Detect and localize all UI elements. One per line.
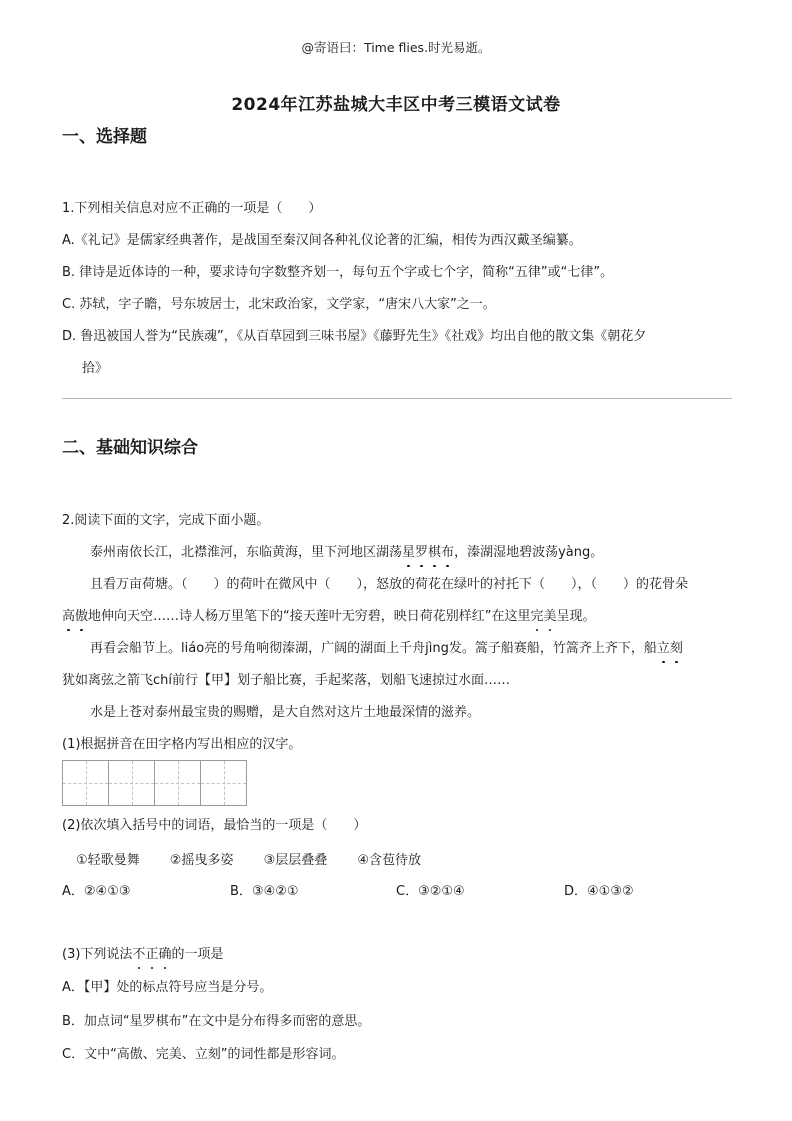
word-choice-2: ②摇曳多姿 [169, 853, 234, 868]
q1-stem: 1.下列相关信息对应不正确的一项是（ ） [62, 201, 322, 216]
dotted-char: 不 [132, 947, 146, 962]
sub3-option-c: C．文中“高傲、完美、立刻”的词性都是形容词。 [62, 1047, 345, 1062]
passage-text: 再看会船节上。liáo亮的号角响彻溱湖，广阔的湖面上千舟jìng发。篙子船赛船，竹篙齐上齐下，船 [90, 641, 657, 656]
q1-option-b: B. 律诗是近体诗的一种，要求诗句字数整齐划一，每句五个字或七个字，简称“五律”或“七律”。 [62, 265, 614, 280]
passage-text: 呈现。 [556, 609, 596, 624]
tianzige-cell[interactable] [200, 760, 247, 806]
passage-paragraph-3-line1 [90, 640, 683, 658]
sub2-option-d: D．④①③② [564, 884, 634, 899]
sub3-option-b: B．加点词“星罗棋布”在文中是分布得多而密的意思。 [62, 1014, 371, 1029]
dotted-char: 布 [441, 545, 455, 560]
page-title: 2024年江苏盐城大丰区中考三模语文试卷 [231, 95, 561, 115]
dotted-char: 完 [530, 609, 544, 624]
passage-paragraph-3-line2: 犹如离弦之箭飞chí前行【甲】划子船比赛，手起桨落，划船飞速掠过水面…… [62, 673, 510, 688]
passage-paragraph-4: 水是上苍对泰州最宝贵的赐赠，是大自然对这片土地最深情的滋养。 [90, 705, 481, 720]
word-choice-4: ④含苞待放 [357, 853, 422, 868]
word-choice-3: ③层层叠叠 [263, 853, 328, 868]
header-motto: @寄语曰：Time flies.时光易逝。 [301, 40, 491, 55]
sub3-text: 的一项是 [171, 947, 224, 962]
q1-option-d-line2: 拾》 [82, 361, 109, 376]
dotted-word-gaoao [62, 609, 88, 624]
tianzige-cell[interactable] [154, 760, 201, 806]
sub3-option-a: A．【甲】处的标点符号应当是分号。 [62, 980, 273, 995]
q2-stem: 2.阅读下面的文字，完成下面小题。 [62, 513, 270, 528]
tianzige-cell[interactable] [108, 760, 155, 806]
section-heading-choice: 一、选择题 [62, 127, 147, 147]
passage-text: 地伸向天空……诗人杨万里笔下的“接天莲叶无穷碧，映日荷花别样红”在这里 [88, 609, 531, 624]
sub2-option-a: A．②④①③ [62, 884, 131, 899]
sub3-text: (3)下列说法 [62, 947, 133, 962]
dotted-word-buzhengque [132, 947, 171, 962]
word-choices [76, 849, 447, 868]
dotted-char: 正 [145, 947, 159, 962]
dotted-word-xingluoqibu [402, 545, 454, 560]
q1-option-a: A.《礼记》是儒家经典著作，是战国至秦汉间各种礼仪论著的汇编，相传为西汉戴圣编纂。 [62, 233, 582, 248]
sub-question-2: (2)依次填入括号中的词语，最恰当的一项是（ ） [62, 818, 367, 833]
dotted-char: 罗 [415, 545, 429, 560]
sub2-option-c: C．③②①④ [396, 884, 465, 899]
word-choice-1: ①轻歌曼舞 [76, 853, 140, 868]
q1-option-c: C. 苏轼，字子瞻，号东坡居士，北宋政治家，文学家，“唐宋八大家”之一。 [62, 297, 496, 312]
tianzige-grid[interactable] [62, 760, 246, 806]
dotted-word-wanmei [531, 609, 557, 624]
dotted-char: 确 [158, 947, 172, 962]
passage-paragraph-1 [90, 544, 603, 562]
sub-question-3 [62, 946, 223, 964]
passage-paragraph-2-line1: 且看万亩荷塘。（ ）的荷叶在微风中（ ），怒放的荷花在绿叶的衬托下（ ），（ ）的花骨朵 [90, 577, 689, 592]
dotted-char: 傲 [75, 609, 89, 624]
passage-text: 泰州南依长江，北襟淮河，东临黄海，里下河地区湖荡 [90, 545, 403, 560]
sub2-option-b: B．③④②① [230, 884, 299, 899]
sub-question-1: (1)根据拼音在田字格内写出相应的汉字。 [62, 737, 302, 752]
section-divider [62, 398, 732, 399]
sub2-options [62, 880, 742, 900]
tianzige-cell[interactable] [62, 760, 109, 806]
dotted-char: 美 [543, 609, 557, 624]
q1-option-d-line1: D. 鲁迅被国人誉为“民族魂”，《从百草园到三味书屋》《藤野先生》《社戏》均出自他的散文集《朝花夕 [62, 329, 647, 344]
dotted-char: 刻 [669, 641, 683, 656]
dotted-char: 棋 [428, 545, 442, 560]
section-heading-basic: 二、基础知识综合 [62, 438, 198, 458]
dotted-char: 立 [656, 641, 670, 656]
dotted-char: 星 [402, 545, 416, 560]
dotted-word-like [657, 641, 683, 656]
passage-text: ，溱湖湿地碧波荡yàng。 [454, 545, 604, 560]
passage-paragraph-2-line2 [62, 608, 596, 626]
dotted-char: 高 [62, 609, 76, 624]
